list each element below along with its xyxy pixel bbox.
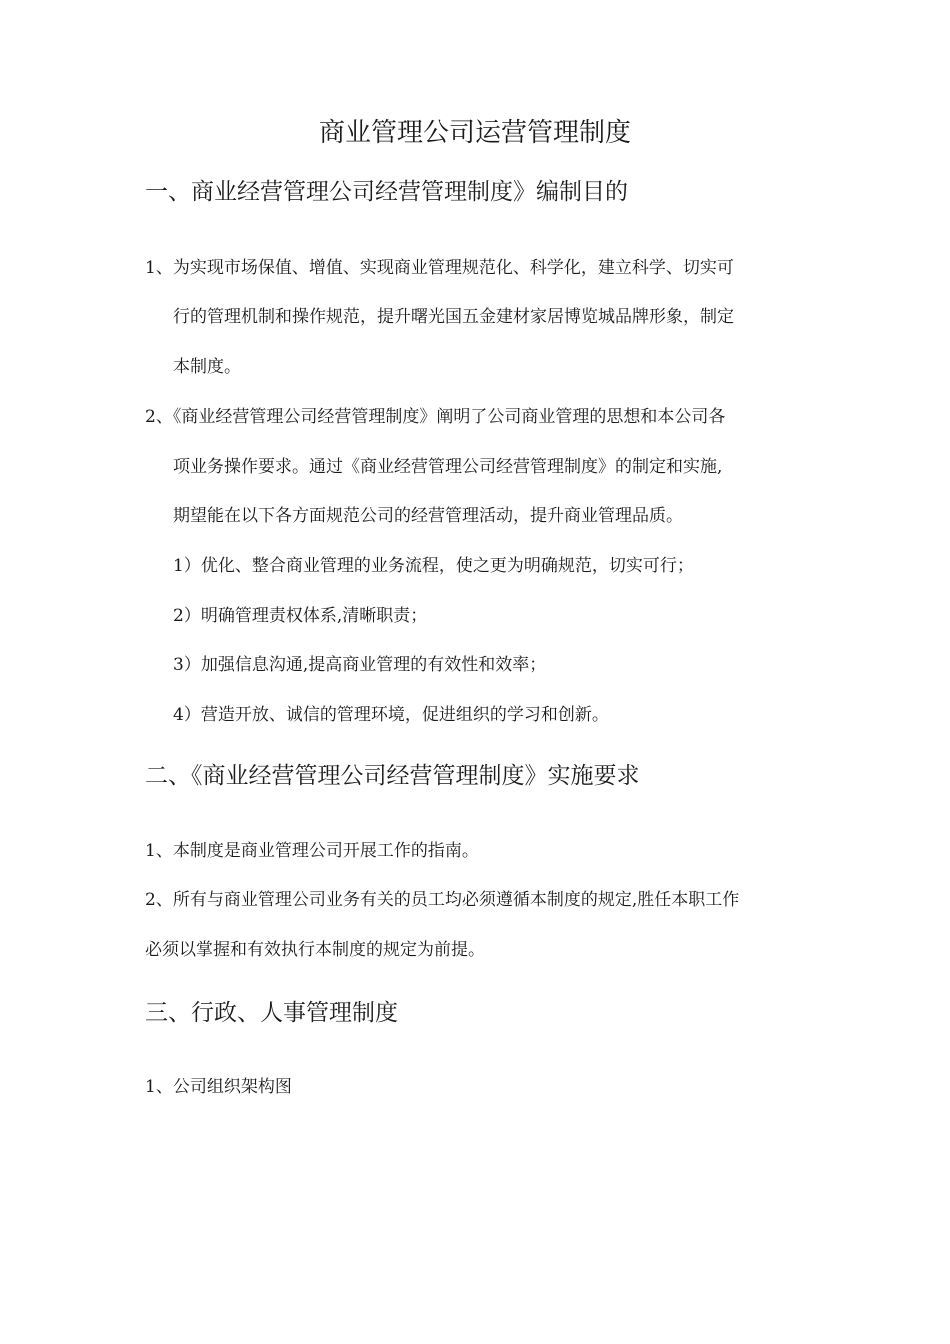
list-item: 4）营造开放、诚信的管理环境，促进组织的学习和创新。 [173,705,609,725]
list-item: 2）明确管理责权体系,清晰职责； [173,606,428,626]
list-item: 3）加强信息沟通,提高商业管理的有效性和效率； [173,655,547,675]
section-heading-1: 一、商业经营管理公司经营管理制度》编制目的 [145,179,628,205]
paragraph-line: 1、本制度是商业管理公司开展工作的指南。 [145,841,479,861]
paragraph-line: 期望能在以下各方面规范公司的经营管理活动，提升商业管理品质。 [173,506,683,526]
section-heading-2: 二、《商业经营管理公司经营管理制度》实施要求 [145,763,640,789]
paragraph-line: 必须以掌握和有效执行本制度的规定为前提。 [145,940,485,960]
document-title: 商业管理公司运营管理制度 [318,118,631,148]
paragraph-line: 1、公司组织架构图 [145,1077,292,1097]
paragraph-line: 2、《商业经营管理公司经营管理制度》阐明了公司商业管理的思想和本公司各 [145,407,726,427]
paragraph-line: 行的管理机制和操作规范，提升曙光国五金建材家居博览城品牌形象，制定 [173,307,734,327]
paragraph-line: 1、为实现市场保值、增值、实现商业管理规范化、科学化，建立科学、切实可 [145,258,734,278]
section-heading-3: 三、行政、人事管理制度 [145,1000,398,1026]
paragraph-line: 2、所有与商业管理公司业务有关的员工均必须遵循本制度的规定,胜任本职工作 [145,890,740,910]
paragraph-line: 项业务操作要求。通过《商业经营管理公司经营管理制度》的制定和实施, [173,457,723,477]
list-item: 1）优化、整合商业管理的业务流程，使之更为明确规范，切实可行； [173,556,694,576]
paragraph-line: 本制度。 [173,357,241,377]
